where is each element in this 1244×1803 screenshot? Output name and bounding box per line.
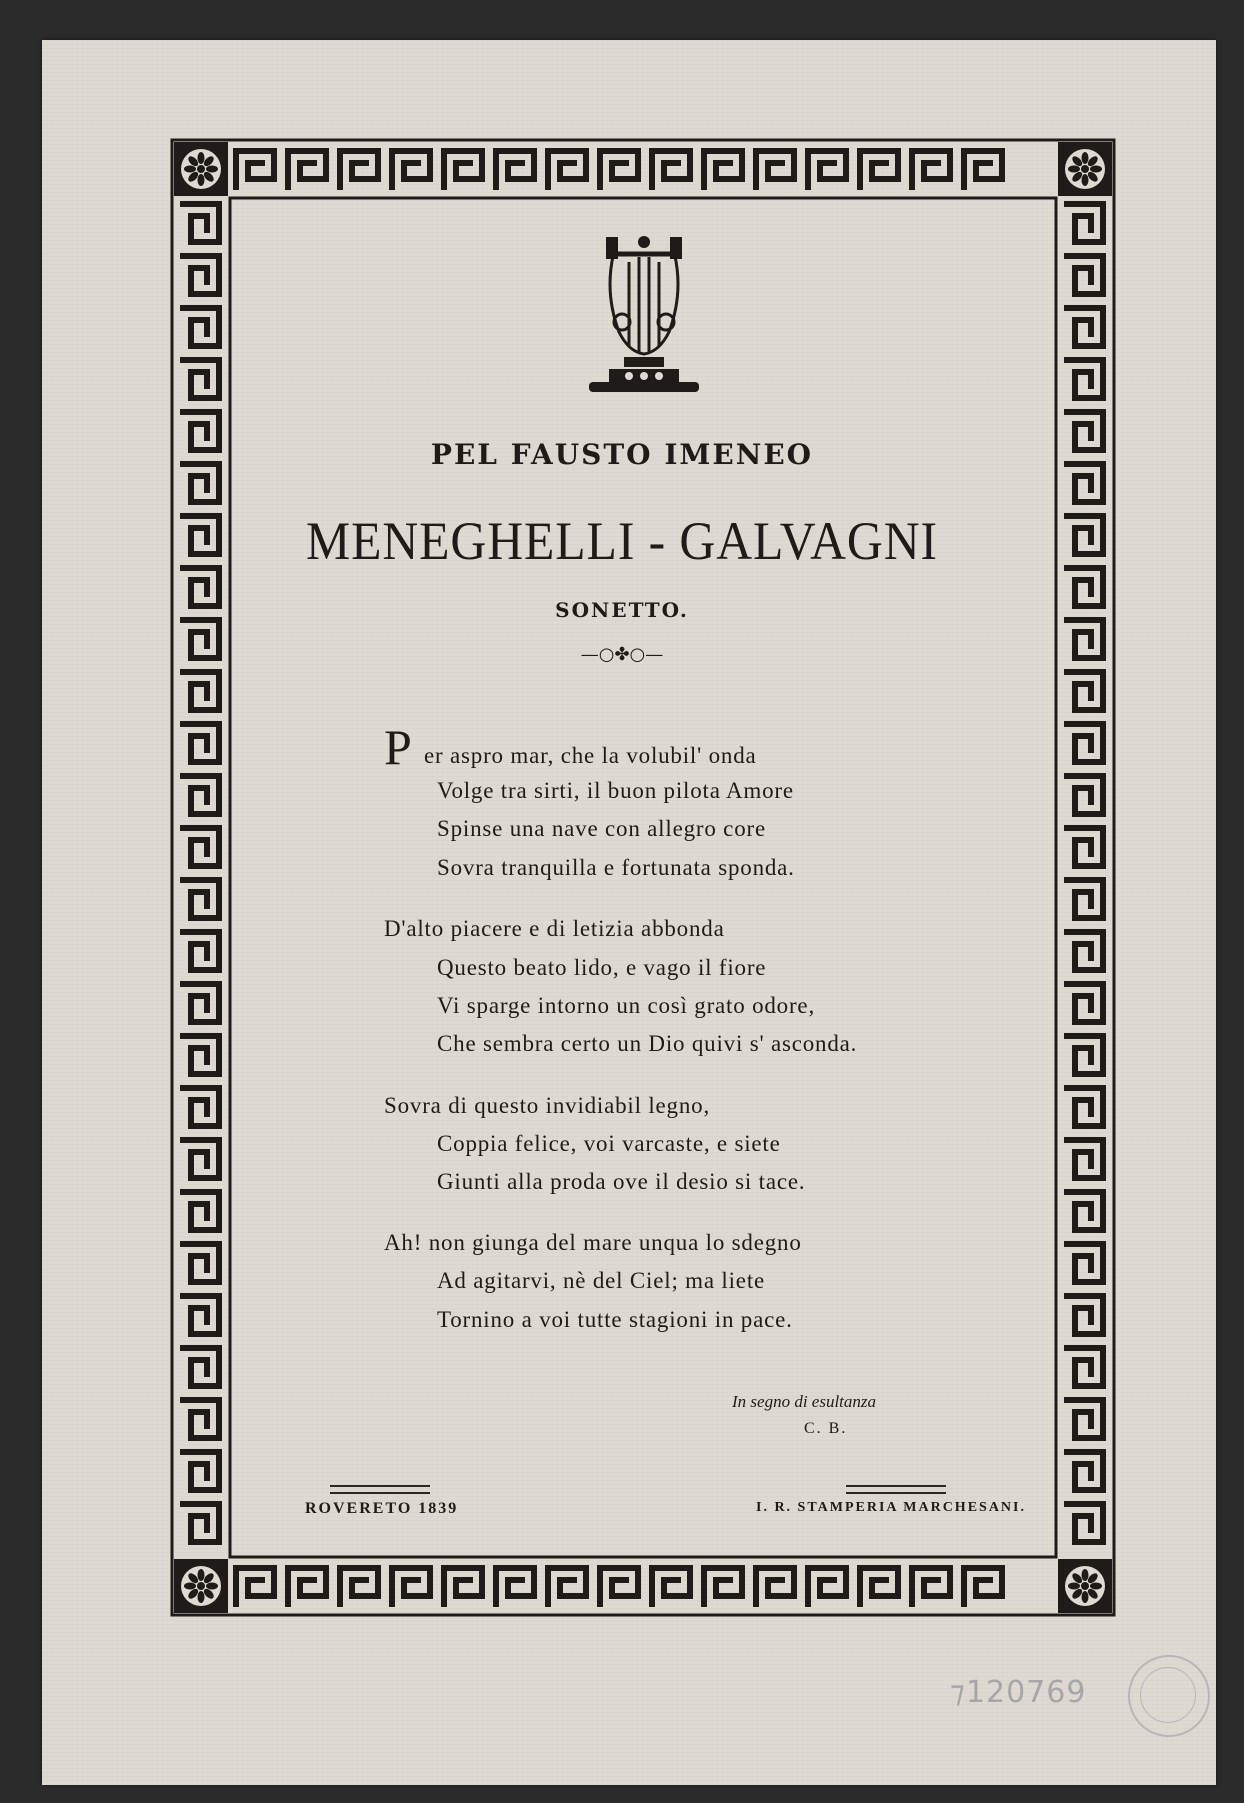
heading-line-1: PEL FAUSTO IMENEO: [430, 438, 814, 471]
poem-line-3: Spinse una nave con allegro core: [437, 816, 766, 841]
poem-line-6: Questo beato lido, e vago il fiore: [437, 955, 767, 980]
poem-line-2: Volge tra sirti, il buon pilota Amore: [437, 778, 794, 803]
poem-line-11: Giunti alla proda ove il desio si tace.: [437, 1169, 806, 1194]
rosette-corner-icon: [1058, 1559, 1112, 1613]
poem-line-10: Coppia felice, voi varcaste, e siete: [437, 1131, 781, 1156]
footer-place-year: ROVERETO 1839: [305, 1500, 459, 1517]
footer-rule-right: [846, 1485, 946, 1494]
library-stamp: [1128, 1655, 1210, 1737]
poem-line-7: Vi sparge intorno un così grato odore,: [437, 993, 815, 1018]
poem-line-5: D'alto piacere e di letizia abbonda: [384, 916, 725, 941]
poem-line-9: Sovra di questo invidiabil legno,: [384, 1093, 711, 1118]
poem-line-1: er aspro mar, che la volubil' onda: [424, 743, 757, 768]
rosette-corner-icon: [1058, 142, 1112, 196]
signature-initials: C. B.: [804, 1420, 848, 1437]
poem-line-8: Che sembra certo un Dio quivi s' asconda.: [437, 1031, 858, 1056]
poem-line-4: Sovra tranquilla e fortunata sponda.: [437, 855, 795, 880]
pencil-inventory-number: ⁊120769: [950, 1675, 1087, 1710]
footer-printer: I. R. STAMPERIA MARCHESANI.: [756, 1500, 1026, 1515]
poem-dropcap: P: [384, 719, 412, 775]
heading-names: MENEGHELLI - GALVAGNI: [306, 511, 938, 571]
footer-rule-left: [330, 1485, 430, 1494]
heading-sonetto: SONETTO.: [555, 598, 689, 622]
lyre-emblem-icon: [584, 232, 704, 397]
ornament-divider: —○✤○—: [580, 644, 664, 665]
rosette-corner-icon: [174, 142, 228, 196]
poem-line-14: Tornino a voi tutte stagioni in pace.: [437, 1307, 793, 1332]
poem-line-13: Ad agitarvi, nè del Ciel; ma liete: [437, 1268, 766, 1293]
signature-dedication: In segno di esultanza: [732, 1392, 877, 1411]
poem-line-12: Ah! non giunga del mare unqua lo sdegno: [384, 1230, 802, 1255]
rosette-corner-icon: [174, 1559, 228, 1613]
